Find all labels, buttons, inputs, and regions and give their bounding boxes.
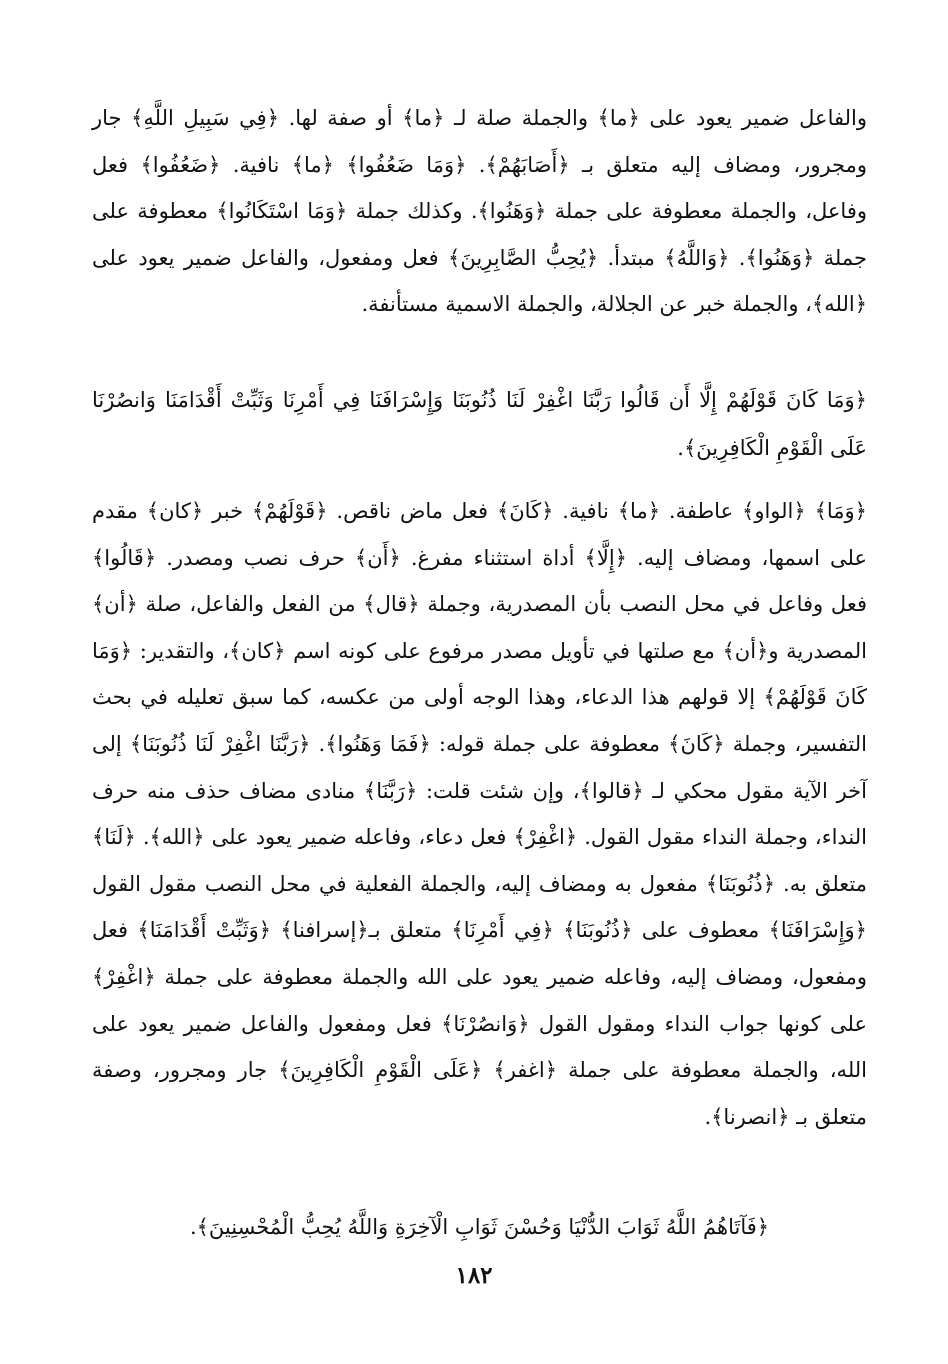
quran-verse-next: ﴿فَآتَاهُمُ اللَّهُ ثَوَابَ الدُّنْيَا وَحُسْنَ ثَوَابِ الْآخِرَةِ وَاللَّهُ يُحِبُّ الْمُحْسِنِينَ﴾. bbox=[189, 1215, 770, 1239]
page-number: ١٨٢ bbox=[455, 1262, 493, 1289]
paragraph-1: والفاعل ضمير يعود على ﴿ما﴾ والجملة صلة لـ ﴿ما﴾ أو صفة لها. ﴿فِي سَبِيلِ اللَّهِ﴾ جار ومجرور، ومضاف إليه متعلق بـ ﴿أَصَابَهُمْ﴾. ﴿وَمَا ضَعُفُوا﴾ ﴿ما﴾ نافية. ﴿ضَعُفُوا﴾ فعل وفاعل، والجملة معطوفة على جملة ﴿وَهَنُوا﴾. وكذلك جملة ﴿وَمَا اسْتَكَانُوا﴾ معطوفة على جملة ﴿وَهَنُوا﴾. ﴿وَاللَّهُ﴾ مبتدأ. ﴿يُحِبُّ الصَّابِرِينَ﴾ فعل ومفعول، والفاعل ضمير يعود على ﴿الله﴾، والجملة خبر عن الجلالة، والجملة الاسمية مستأنفة. bbox=[92, 106, 867, 317]
paragraph-grammar-analysis: ﴿وَمَا﴾ ﴿الواو﴾ عاطفة. ﴿ما﴾ نافية. ﴿كَانَ﴾ فعل ماض ناقص. ﴿قَوْلَهُمْ﴾ خبر ﴿كان﴾ مقدم على اسمها، ومضاف إليه. ﴿إِلَّا﴾ أداة استثناء مفرغ. ﴿أَن﴾ حرف نصب ومصدر. ﴿قَالُوا﴾ فعل وفاعل في محل النصب بأن المصدرية، وجملة ﴿قال﴾ من الفعل والفاعل، صلة ﴿أن﴾ المصدرية و﴿أن﴾ مع صلتها في تأويل مصدر مرفوع على كونه اسم ﴿كان﴾، والتقدير: ﴿وَمَا كَانَ قَوْلَهُمْ﴾ إلا قولهم هذا الدعاء، وهذا الوجه أولى من عكسه، كما سبق تعليله في بحث التفسير، وجملة ﴿كَانَ﴾ معطوفة على جملة قوله: ﴿فَمَا وَهَنُوا﴾. ﴿رَبَّنَا اغْفِرْ لَنَا ذُنُوبَنَا﴾ إلى آخر الآية مقول محكي لـ ﴿قالوا﴾، وإن شئت قلت: ﴿رَبَّنَا﴾ منادى مضاف حذف منه حرف النداء، وجملة النداء مقول القول. ﴿اغْفِرْ﴾ فعل دعاء، وفاعله ضمير يعود على ﴿الله﴾. ﴿لَنَا﴾ متعلق به. ﴿ذُنُوبَنَا﴾ مفعول به ومضاف إليه، والجملة الفعلية في محل النصب مقول القول ﴿وَإِسْرَافَنَا﴾ معطوف على ﴿ذُنُوبَنَا﴾ ﴿فِي أَمْرِنَا﴾ متعلق بـ﴿إسرافنا﴾ ﴿وَثَبِّتْ أَقْدَامَنَا﴾ فعل ومفعول، ومضاف إليه، وفاعله ضمير يعود على الله والجملة معطوفة على جملة ﴿اغْفِرْ﴾ على كونها جواب النداء ومقول القول ﴿وَانصُرْنَا﴾ فعل ومفعول والفاعل ضمير يعود على الله، والجملة معطوفة على جملة ﴿اغفر﴾ ﴿عَلَى الْقَوْمِ الْكَافِرِينَ﴾ جار ومجرور، وصفة متعلق بـ ﴿انصرنا﴾. bbox=[92, 499, 867, 1129]
quran-verse: ﴿وَمَا كَانَ قَوْلَهُمْ إِلَّا أَن قَالُوا رَبَّنَا اغْفِرْ لَنَا ذُنُوبَنَا وَإِسْرَافَنَا فِي أَمْرِنَا وَثَبِّتْ أَقْدَامَنَا وَانصُرْنَا عَلَى الْقَوْمِ الْكَافِرِينَ﴾. bbox=[92, 388, 867, 460]
